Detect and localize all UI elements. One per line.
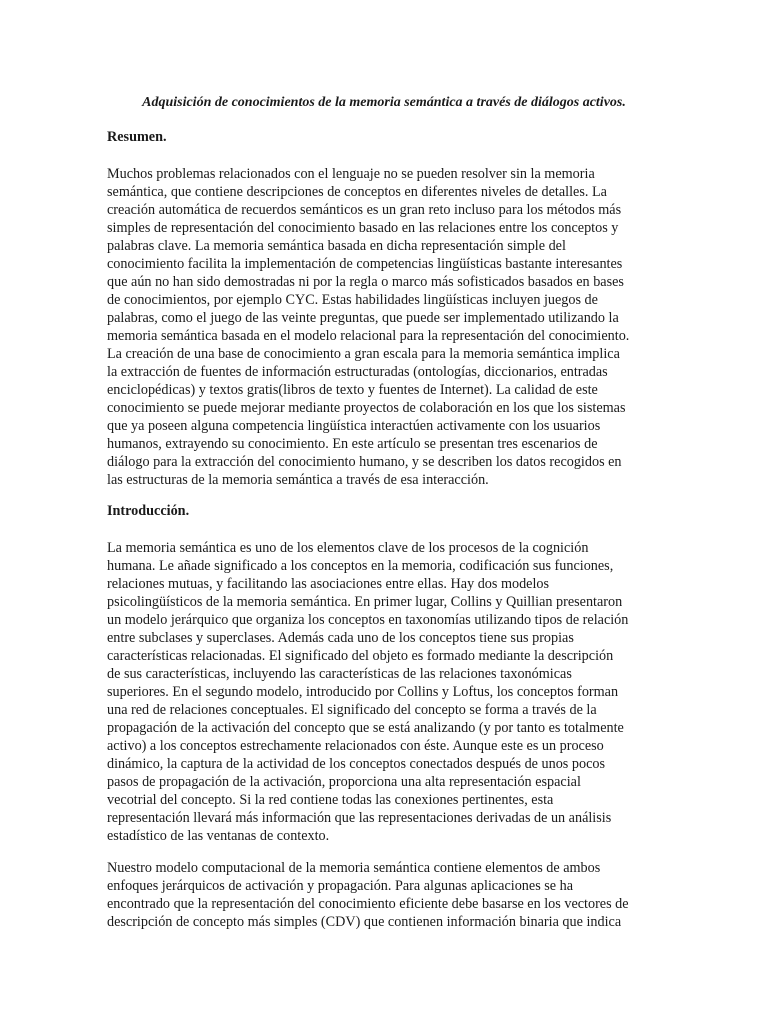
text-line: vecotrial del concepto. Si la red contiene todas las conexiones pertinentes, esta [107,792,554,808]
text-line: una red de relaciones conceptuales. El significado del concepto se forma a través de la [107,702,597,718]
text-line: palabras, como el juego de las veinte preguntas, que puede ser implementado utilizando la [107,310,619,326]
document-title: Adquisición de conocimientos de la memoria semántica a través de diálogos activos. [142,95,626,110]
introduction-paragraph-1 [107,539,660,845]
text-line: activo) a los conceptos estrechamente relacionados con éste. Aunque este es un proceso [107,738,604,754]
text-line: que ya poseen alguna competencia lingüística interactúen activamente con los usuarios [107,418,601,434]
text-line: entre subclases y superclases. Además cada uno de los conceptos tiene sus propias [107,630,574,646]
text-line: dinámico, la captura de la actividad de los conceptos conectados después de unos pocos [107,756,605,772]
text-line: humana. Le añade significado a los conceptos en la memoria, codificación sus funciones, [107,558,614,574]
text-line: creación automática de recuerdos semánticos es un gran reto incluso para los métodos más [107,202,622,218]
text-line: representación llevará más información que las representaciones derivadas de un análisis [107,810,612,826]
text-line: propagación de la activación del concepto que se está analizando (y por tanto es totalmente [107,720,624,736]
text-line: semántica, que contiene descripciones de conceptos en diferentes niveles de detalles. La [107,184,607,200]
abstract-heading: Resumen. [107,129,167,145]
text-line: palabras clave. La memoria semántica basada en dicha representación simple del [107,238,566,254]
text-line: de conocimientos, por ejemplo CYC. Estas habilidades lingüísticas incluyen juegos de [107,292,598,308]
text-line: que aún no han sido demostradas ni por la regla o marco más sofisticados basados en bases [107,274,624,290]
text-line: enfoques jerárquicos de activación y propagación. Para algunas aplicaciones se ha [107,878,574,894]
text-line: conocimiento facilita la implementación de competencias lingüísticas bastante interesantes [107,256,623,272]
text-line: memoria semántica basada en el modelo relacional para la representación del conocimiento. [107,328,630,344]
text-line: encontrado que la representación del conocimiento eficiente debe basarse en los vectores de [107,896,629,912]
text-line: la extracción de fuentes de información estructuradas (ontologías, diccionarios, entradas [107,364,608,380]
introduction-paragraph-2 [107,859,660,931]
text-line: características relacionadas. El significado del objeto es formado mediante la descripción [107,648,614,664]
text-line: La creación de una base de conocimiento a gran escala para la memoria semántica implica [107,346,620,362]
text-line: de sus características, incluyendo las características de las relaciones taxonómicas [107,666,572,682]
text-line: conocimiento se puede mejorar mediante proyectos de colaboración en los que los sistemas [107,400,626,416]
text-line: estadístico de las ventanas de contexto. [107,828,330,844]
text-line: descripción de concepto más simples (CDV) que contienen información binaria que indica [107,914,622,930]
text-line: humanos, extrayendo su conocimiento. En este artículo se presentan tres escenarios de [107,436,598,452]
text-line: Nuestro modelo computacional de la memoria semántica contiene elementos de ambos [107,860,601,876]
text-line: La memoria semántica es uno de los elementos clave de los procesos de la cognición [107,540,589,556]
text-line: simples de representación del conocimiento basado en las relaciones entre los conceptos y [107,220,619,236]
text-line: superiores. En el segundo modelo, introducido por Collins y Loftus, los conceptos forman [107,684,619,700]
text-line: un modelo jerárquico que organiza los conceptos en taxonomías utilizando tipos de relación [107,612,629,628]
text-line: psicolingüísticos de la memoria semántica. En primer lugar, Collins y Quillian presentaron [107,594,623,610]
text-line: las estructuras de la memoria semántica a través de esa interacción. [107,472,489,488]
text-line: relaciones mutuas, y facilitando las asociaciones entre ellas. Hay dos modelos [107,576,550,592]
abstract-paragraph [107,165,660,489]
text-line: diálogo para la extracción del conocimiento humano, y se describen los datos recogidos en [107,454,622,470]
text-line: pasos de propagación de la activación, proporciona una alta representación espacial [107,774,581,790]
text-line: enciclopédicas) y textos gratis(libros de texto y fuentes de Internet). La calidad de este [107,382,598,398]
introduction-heading: Introducción. [107,503,190,519]
text-line: Muchos problemas relacionados con el lenguaje no se pueden resolver sin la memoria [107,166,595,182]
